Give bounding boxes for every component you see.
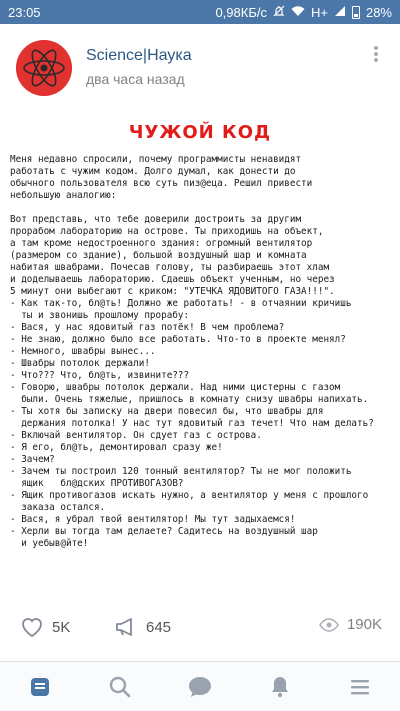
like-button[interactable]: [20, 616, 70, 638]
post-text-line: 5 минут они выбегают с криком: "УТЕЧКА ЯДОВИТОГО ГАЗА!!!".: [10, 286, 335, 297]
nav-messages[interactable]: [160, 662, 240, 711]
post-text-line: - Я его, бл@ть, демонтировал сразу же!: [10, 442, 223, 453]
post-text-line: - Говорю, швабры потолок держали. Над ними цистерны с газом: [10, 382, 341, 393]
heart-icon: [20, 616, 44, 638]
post-text-line: - Ящик противогазов искать нужно, а вентилятор у меня с прошлого: [10, 490, 369, 501]
post-text-line: работать с чужим кодом. Долго думал, как донести до: [10, 166, 296, 177]
news-icon: [28, 675, 52, 699]
post-text-line: Меня недавно спросили, почему программисты ненавидят: [10, 154, 302, 165]
post-text-line: и уебыв@йте!: [10, 538, 89, 549]
post-text-line: - Вася, у нас ядовитый газ потёк! В чем проблема?: [10, 322, 285, 333]
more-options-icon[interactable]: [368, 44, 384, 64]
post-text-line: а там кроме недостроенного здания: огромный вентилятор: [10, 238, 313, 249]
post-image-title: ЧУЖОЙ КОД: [128, 122, 272, 143]
nav-menu[interactable]: [320, 662, 400, 711]
views-counter: [319, 616, 382, 633]
post-text-line: - Херли вы тогда там делаете? Садитесь на воздушный шар: [10, 526, 318, 537]
menu-icon: [348, 675, 372, 699]
group-avatar[interactable]: [16, 40, 72, 96]
share-megaphone-icon: [114, 616, 138, 638]
post-text-line: были. Очень тяжелые, пришлось в комнату снизу швабры напихать.: [10, 394, 369, 405]
post-time: два часа назад: [86, 71, 185, 87]
mute-icon: [273, 5, 285, 19]
post-image-text: [10, 154, 395, 550]
nav-notifications[interactable]: [240, 662, 320, 711]
post-actions: [0, 606, 400, 650]
post-text-line: обычного пользователя всю суть пиз@еца. Решил привести: [10, 178, 313, 189]
battery-level: 28%: [365, 4, 392, 20]
bottom-navigation: [0, 661, 400, 711]
nav-news[interactable]: [0, 662, 80, 711]
messages-icon: [187, 675, 213, 699]
battery-icon: [352, 6, 360, 19]
share-count: 645: [146, 618, 172, 636]
post-header: [0, 24, 400, 114]
post-image[interactable]: [0, 114, 400, 594]
share-button[interactable]: [114, 616, 171, 638]
post-text-line: небольшую аналогию:: [10, 190, 117, 201]
wifi-icon: [291, 5, 305, 19]
post-text-line: - Как так-то, бл@ть! Должно же работать! - в отчаянии кричишь: [10, 298, 352, 309]
post-text-line: и доделываешь лабораторию. Сдаешь объект ученным, но через: [10, 274, 335, 285]
post-text-line: прорабом лабораторию на острове. Ты приходишь на объект,: [10, 226, 324, 237]
atom-icon: [16, 40, 72, 96]
post-text-line: - Зачем ты построил 120 тонный вентилятор? Ты не мог положить: [10, 466, 352, 477]
like-count: 5K: [52, 618, 71, 636]
post-text-line: набитая швабрами. Почесав голову, ты разбираешь этот хлам: [10, 262, 330, 273]
status-bar: [0, 0, 400, 24]
post-text-line: заказа остался.: [10, 502, 106, 513]
post-text-line: ты и звонишь прошлому прорабу:: [10, 310, 190, 321]
signal-icon: [334, 5, 346, 19]
post-text-line: - Вася, я убрал твой вентилятор! Мы тут задыхаемся!: [10, 514, 296, 525]
eye-icon: [319, 618, 339, 632]
view-count: 190K: [346, 616, 382, 633]
post-text-line: Вот представь, что тебе доверили достроить за другим: [10, 214, 302, 225]
network-type: H+: [310, 4, 328, 20]
post-text-line: держания потолка! У нас тут ядовитый газ течет! Что нам делать?: [10, 418, 374, 429]
notifications-icon: [268, 675, 292, 699]
post-text-line: [10, 202, 395, 214]
post-text-line: - Что??? Что, бл@ть, извините???: [10, 370, 190, 381]
nav-search[interactable]: [80, 662, 160, 711]
status-time: 23:05: [8, 4, 41, 20]
post-text-line: ящик бл@дских ПРОТИВОГАЗОВ?: [10, 478, 184, 489]
post-text-line: - Немного, швабры вынес...: [10, 346, 156, 357]
status-right: [215, 5, 392, 20]
post-text-line: - Включай вентилятор. Он сдует газ с острова.: [10, 430, 262, 441]
post-text-line: - Швабры потолок держали!: [10, 358, 150, 369]
post-text-line: (размером со здание), большой воздушный шар и комната: [10, 250, 307, 261]
group-name[interactable]: Science|Наука: [86, 47, 192, 64]
net-speed: 0,98КБ/с: [215, 4, 267, 20]
post-text-line: - Не знаю, должно было все работать. Что-то в проекте менял?: [10, 334, 346, 345]
post-text-line: - Зачем?: [10, 454, 55, 465]
post-text-line: - Ты хотя бы записку на двери повесил бы, что швабры для: [10, 406, 324, 417]
search-icon: [108, 675, 132, 699]
